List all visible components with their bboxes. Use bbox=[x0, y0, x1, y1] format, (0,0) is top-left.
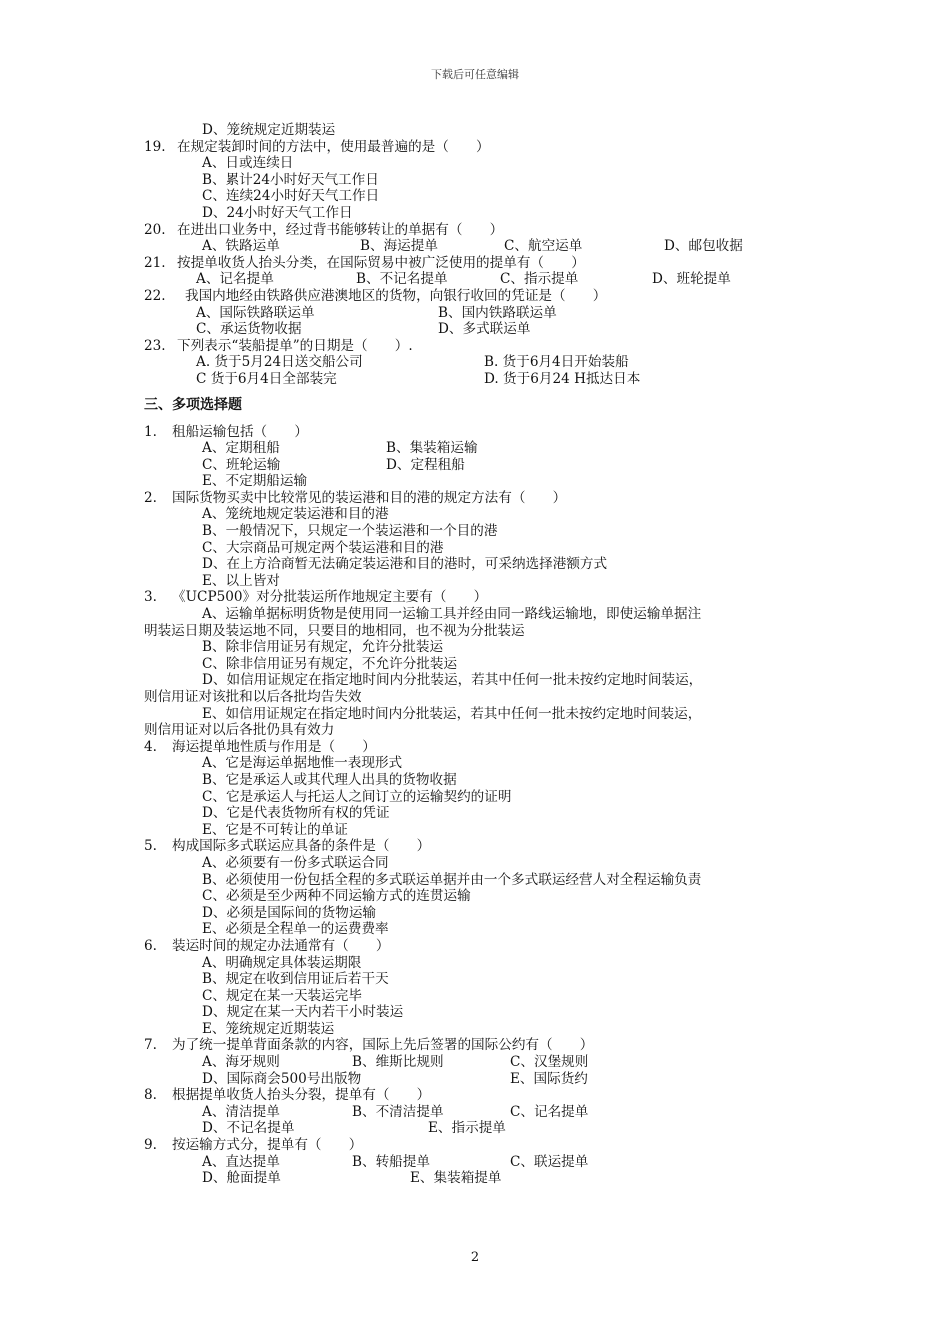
mc-question-9 bbox=[144, 1137, 824, 1154]
mc8-option-d: D、不记名提单 bbox=[202, 1120, 295, 1137]
mc7-option-c: C、汉堡规则 bbox=[510, 1054, 589, 1071]
question-number: 22. bbox=[144, 287, 166, 304]
mc7-option-b: B、维斯比规则 bbox=[352, 1054, 444, 1071]
q19-option-a: A、日或连续日 bbox=[202, 155, 294, 172]
mc3-option-e-line1: E、如信用证规定在指定地时间内分批装运，若其中任何一批未按约定地时间装运， bbox=[202, 705, 702, 722]
mc8-options-row2 bbox=[144, 1120, 824, 1137]
mc8-option-b: B、不清洁提单 bbox=[352, 1103, 444, 1120]
mc3-option-b: B、除非信用证另有规定，允许分批装运 bbox=[202, 639, 444, 656]
mc2-option-b: B、一般情况下，只规定一个装运港和一个目的港 bbox=[202, 523, 498, 540]
q21-option-a: A、记名提单 bbox=[196, 271, 274, 288]
q21-option-d: D、班轮提单 bbox=[652, 271, 731, 288]
question-text: 租船运输包括（ ） bbox=[172, 423, 308, 440]
mc9-option-e: E、集装箱提单 bbox=[410, 1170, 502, 1187]
question-text: 在规定装卸时间的方法中，使用最普遍的是（ ） bbox=[177, 138, 490, 155]
mc5-option-e: E、必须是全程单一的运费费率 bbox=[202, 921, 389, 938]
mc9-option-a: A、直达提单 bbox=[202, 1153, 280, 1170]
mc4-option-a: A、它是海运单据地惟一表现形式 bbox=[202, 755, 403, 772]
question-text: 按运输方式分，提单有（ ） bbox=[172, 1137, 363, 1154]
q20-option-b: B、海运提单 bbox=[360, 238, 438, 255]
question-text: 海运提单地性质与作用是（ ） bbox=[172, 738, 376, 755]
document-body bbox=[144, 122, 824, 1187]
mc4-option-e: E、它是不可转让的单证 bbox=[202, 821, 348, 838]
mc2-option-c: C、大宗商品可规定两个装运港和目的港 bbox=[202, 539, 444, 556]
question-text: 根据提单收货人抬头分裂，提单有（ ） bbox=[172, 1087, 431, 1104]
mc1-options-row1 bbox=[144, 440, 824, 457]
question-22 bbox=[144, 288, 824, 305]
q18-option-d: D、笼统规定近期装运 bbox=[202, 122, 336, 138]
q19-option-c: C、连续24小时好天气工作日 bbox=[202, 188, 380, 205]
q22-option-a: A、国际铁路联运单 bbox=[196, 304, 315, 321]
mc7-option-d: D、国际商会500号出版物 bbox=[202, 1070, 362, 1087]
question-number: 1. bbox=[144, 423, 157, 440]
mc1-option-e: E、不定期船运输 bbox=[202, 473, 308, 490]
mc9-option-b: B、转船提单 bbox=[352, 1153, 430, 1170]
question-number: 19. bbox=[144, 138, 166, 155]
question-number: 20. bbox=[144, 221, 166, 238]
mc2-option-a: A、笼统地规定装运港和目的港 bbox=[202, 506, 389, 523]
question-text: 下列表示“装船提单”的日期是（ ）. bbox=[177, 337, 413, 354]
page-number: 2 bbox=[470, 1250, 480, 1265]
question-text: 在进出口业务中，经过背书能够转让的单据有（ ） bbox=[177, 221, 504, 238]
question-text: 构成国际多式联运应具备的条件是（ ） bbox=[172, 838, 431, 855]
mc3-option-e-line2: 则信用证对以后各批仍具有效力 bbox=[144, 722, 335, 739]
question-text: 装运时间的规定办法通常有（ ） bbox=[172, 937, 390, 954]
mc7-options-row2 bbox=[144, 1071, 824, 1088]
mc9-option-d: D、舱面提单 bbox=[202, 1170, 281, 1187]
q19-option-b: B、累计24小时好天气工作日 bbox=[202, 171, 379, 188]
mc-question-1 bbox=[144, 424, 824, 441]
mc1-option-c: C、班轮运输 bbox=[202, 456, 281, 473]
question-number: 9. bbox=[144, 1137, 157, 1154]
q23-option-a: A. 货于5月24日送交船公司 bbox=[196, 354, 363, 371]
question-text: 为了统一提单背面条款的内容，国际上先后签署的国际公约有（ ） bbox=[172, 1037, 594, 1054]
mc-question-3 bbox=[144, 589, 824, 606]
q23-option-b: B. 货于6月4日开始装船 bbox=[484, 354, 629, 371]
mc6-option-d: D、规定在某一天内若干小时装运 bbox=[202, 1004, 404, 1021]
mc7-option-a: A、海牙规则 bbox=[202, 1054, 280, 1071]
question-23 bbox=[144, 338, 824, 355]
q23-option-d: D. 货于6月24 H抵达日本 bbox=[484, 370, 641, 387]
question-number: 21. bbox=[144, 254, 166, 271]
mc5-option-a: A、必须要有一份多式联运合同 bbox=[202, 854, 389, 871]
q23-options-row1 bbox=[144, 354, 824, 371]
mc3-option-d-line2: 则信用证对该批和以后各批均告失效 bbox=[144, 689, 362, 705]
question-text: 我国内地经由铁路供应港澳地区的货物，向银行收回的凭证是（ ） bbox=[185, 287, 607, 304]
mc3-option-a-line1: A、运输单据标明货物是使用同一运输工具并经由同一路线运输地，即使运输单据注 bbox=[202, 606, 702, 623]
mc5-option-d: D、必须是国际间的货物运输 bbox=[202, 904, 377, 921]
mc-question-8 bbox=[144, 1087, 824, 1104]
mc6-option-e: E、笼统规定近期装运 bbox=[202, 1020, 335, 1037]
mc1-option-d: D、定程租船 bbox=[386, 456, 465, 473]
mc3-option-d-line1: D、如信用证规定在指定地时间内分批装运，若其中任何一批未按约定地时间装运， bbox=[202, 672, 703, 689]
q20-option-a: A、铁路运单 bbox=[202, 238, 280, 255]
mc2-option-e: E、以上皆对 bbox=[202, 572, 280, 589]
q23-options-row2 bbox=[144, 371, 824, 388]
question-text: 国际货物买卖中比较常见的装运港和目的港的规定方法有（ ） bbox=[172, 489, 567, 506]
q22-option-d: D、多式联运单 bbox=[438, 321, 531, 338]
question-number: 7. bbox=[144, 1037, 157, 1054]
mc6-option-b: B、规定在收到信用证后若干天 bbox=[202, 971, 389, 988]
mc9-option-c: C、联运提单 bbox=[510, 1153, 589, 1170]
q22-option-b: B、国内铁路联运单 bbox=[438, 304, 557, 321]
mc-question-4 bbox=[144, 739, 824, 756]
page-header: 下载后可任意编辑 bbox=[431, 68, 519, 81]
mc3-option-a-line2: 明装运日期及装运地不同，只要目的地相同，也不视为分批装运 bbox=[144, 622, 525, 639]
question-number: 23. bbox=[144, 337, 166, 354]
q21-options bbox=[144, 271, 824, 288]
question-number: 8. bbox=[144, 1087, 157, 1104]
mc5-option-b: B、必须使用一份包括全程的多式联运单据并由一个多式联运经营人对全程运输负责 bbox=[202, 871, 702, 888]
question-text: 按提单收货人抬头分类，在国际贸易中被广泛使用的提单有（ ） bbox=[177, 254, 585, 271]
mc-question-7 bbox=[144, 1037, 824, 1054]
mc7-option-e: E、国际货约 bbox=[510, 1070, 588, 1087]
mc4-option-c: C、它是承运人与托运人之间订立的运输契约的证明 bbox=[202, 788, 512, 805]
q20-options bbox=[144, 238, 824, 255]
question-number: 2. bbox=[144, 489, 157, 506]
mc8-options-row1 bbox=[144, 1104, 824, 1121]
q20-option-d: D、邮包收据 bbox=[664, 238, 743, 255]
mc6-option-c: C、规定在某一天装运完毕 bbox=[202, 987, 362, 1004]
mc-question-6 bbox=[144, 938, 824, 955]
q20-option-c: C、航空运单 bbox=[504, 238, 583, 255]
mc-question-5 bbox=[144, 838, 824, 855]
q22-options-row1 bbox=[144, 305, 824, 322]
question-21 bbox=[144, 255, 824, 272]
q21-option-b: B、不记名提单 bbox=[356, 271, 448, 288]
mc6-option-a: A、明确规定具体装运期限 bbox=[202, 954, 362, 971]
question-number: 6. bbox=[144, 937, 157, 954]
question-text: 《UCP500》对分批装运所作地规定主要有（ ） bbox=[172, 589, 488, 606]
question-20 bbox=[144, 222, 824, 239]
mc8-option-e: E、指示提单 bbox=[428, 1120, 506, 1137]
mc1-option-a: A、定期租船 bbox=[202, 440, 280, 457]
question-number: 5. bbox=[144, 838, 157, 855]
mc2-option-d: D、在上方洽商暂无法确定装运港和目的港时，可采纳选择港额方式 bbox=[202, 556, 608, 573]
q21-option-c: C、指示提单 bbox=[500, 271, 579, 288]
mc4-option-b: B、它是承运人或其代理人出具的货物收据 bbox=[202, 771, 457, 788]
mc4-option-d: D、它是代表货物所有权的凭证 bbox=[202, 805, 390, 822]
q22-option-c: C、承运货物收据 bbox=[196, 321, 302, 338]
q23-option-c: C 货于6月4日全部装完 bbox=[196, 370, 337, 387]
mc3-option-c: C、除非信用证另有规定，不允许分批装运 bbox=[202, 655, 458, 672]
mc7-options-row1 bbox=[144, 1054, 824, 1071]
q22-options-row2 bbox=[144, 321, 824, 338]
mc5-option-c: C、必须是至少两种不同运输方式的连贯运输 bbox=[202, 888, 471, 905]
mc-question-2 bbox=[144, 490, 824, 507]
mc9-options-row1 bbox=[144, 1154, 824, 1171]
question-number: 3. bbox=[144, 589, 157, 606]
section-title: 三、多项选择题 bbox=[144, 396, 242, 413]
mc8-option-c: C、记名提单 bbox=[510, 1103, 589, 1120]
mc1-option-b: B、集装箱运输 bbox=[386, 440, 478, 457]
question-19 bbox=[144, 139, 824, 156]
mc1-options-row2 bbox=[144, 457, 824, 474]
mc8-option-a: A、清洁提单 bbox=[202, 1103, 280, 1120]
mc9-options-row2 bbox=[144, 1170, 824, 1187]
q19-option-d: D、24小时好天气工作日 bbox=[202, 204, 353, 221]
question-number: 4. bbox=[144, 738, 157, 755]
